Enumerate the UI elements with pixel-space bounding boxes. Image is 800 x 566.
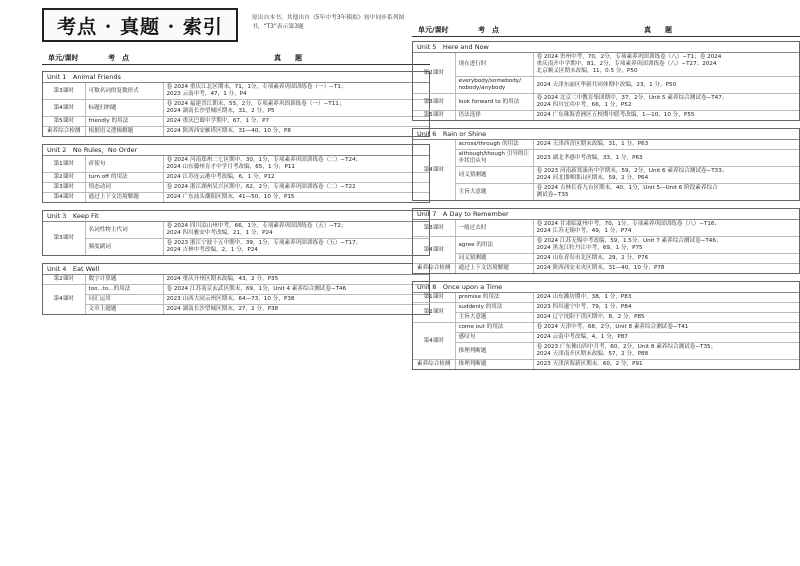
unit-section xyxy=(412,281,800,370)
unit-table xyxy=(413,220,799,273)
question-ref: 卷 2023 浙江宁波十五中期中，39，1分，专项素养巩固训练卷（五）−T17； xyxy=(166,240,362,246)
question-cell xyxy=(163,222,429,239)
column-header xyxy=(42,52,430,64)
question-cell xyxy=(163,193,429,203)
question-ref: 2023 四川遂宁中考，79，1 分，P84 xyxy=(536,304,632,310)
unit-section xyxy=(42,263,430,315)
unit-table xyxy=(43,275,429,314)
question-ref: 2024 广东珠海香洲区五校期中联考改编，1—10，10 分，P55 xyxy=(536,112,695,118)
point-cell: look forward to 的用法 xyxy=(455,94,533,111)
question-ref: 2024 江苏无锡中考，49，1 分，P74 xyxy=(536,228,632,234)
right-page xyxy=(412,24,800,377)
point-cell: 通过上下文语境解题 xyxy=(85,193,163,203)
unit-title: Unit 3 Keep Fit xyxy=(43,211,429,222)
question-ref: 卷 2024 四川凉山州中考，66，1分，专项素养巩固训练卷（五）−T2； xyxy=(166,223,347,229)
lesson-cell: 素养综合检测 xyxy=(413,264,455,274)
question-ref: 2024 重庆巴蜀中学期中，67，1 分，P7 xyxy=(166,118,270,124)
right-unit-list xyxy=(412,41,800,370)
point-cell: friendly 的用法 xyxy=(85,117,163,127)
question-cell xyxy=(533,220,799,237)
point-cell: 频度副词 xyxy=(85,239,163,256)
question-ref: 卷 2023 河南新郑溱洧中学期末，59，2分，Unit 6 素养综合测试卷−T33； xyxy=(536,168,728,174)
table-row xyxy=(413,111,799,121)
question-ref: 2024 天津西青区期末改编，31，1 分，P63 xyxy=(536,141,649,147)
table-row xyxy=(43,173,429,183)
table-row xyxy=(43,275,429,285)
lesson-cell: 第3课时 xyxy=(43,183,85,193)
column-lesson: 单元/课时 xyxy=(48,54,79,62)
point-cell: 推理判断题 xyxy=(455,360,533,370)
unit-title: Unit 4 Eat Well xyxy=(43,264,429,275)
table-row xyxy=(43,285,429,295)
lesson-cell: 第2课时 xyxy=(43,173,85,183)
table-row xyxy=(43,193,429,203)
column-header-right xyxy=(412,24,800,36)
table-row xyxy=(413,360,799,370)
point-cell: across/through 的用法 xyxy=(455,140,533,150)
table-row xyxy=(413,323,799,333)
unit-section xyxy=(412,41,800,121)
question-ref: 2023 云南中考，47，1 分，P4 xyxy=(166,91,247,97)
table-row xyxy=(43,100,429,117)
left-unit-list xyxy=(42,71,430,315)
table-row xyxy=(413,343,799,360)
lesson-cell: 第3课时 xyxy=(413,94,455,111)
table-row xyxy=(413,150,799,167)
question-ref: 2024 天津南开区期末改编，57，2 分，P88 xyxy=(536,351,649,357)
question-ref: 2023 天津滨海新区期末，60，2 分，P91 xyxy=(536,361,643,367)
index-title-box xyxy=(42,8,238,42)
point-cell: 词汇运用 xyxy=(85,295,163,305)
point-cell: 通过上下文语境解题 xyxy=(455,264,533,274)
lesson-cell: 第4课时 xyxy=(413,237,455,264)
unit-title: Unit 7 A Day to Remember xyxy=(413,209,799,220)
question-ref: 卷 2023 广东佛山四中月考，60，2分，Unit 8 素养综合测试卷−T35； xyxy=(536,344,717,350)
question-cell xyxy=(163,117,429,127)
question-cell xyxy=(533,323,799,333)
unit-section xyxy=(42,71,430,137)
question-ref: 2024 云南中考改编，4，1 分，P87 xyxy=(536,334,628,340)
table-row xyxy=(413,140,799,150)
question-cell xyxy=(533,140,799,150)
table-row xyxy=(413,313,799,323)
question-ref: 2024 江苏连云港中考改编，6，1 分，P12 xyxy=(166,174,275,180)
question-ref: 2024 辽宁沈阳于洪区期中，8，2 分，P85 xyxy=(536,314,645,320)
question-ref: 2024 山东滕州育才中学月考改编，65，1 分，P11 xyxy=(166,164,295,170)
point-cell: 一般过去时 xyxy=(455,220,533,237)
question-ref: 卷 2024 浙江湖州吴兴区期中，62，2分，专项素养巩固训练卷（二）−T22 xyxy=(166,184,356,190)
point-cell: 名词性物主代词 xyxy=(85,222,163,239)
point-cell: 感叹句 xyxy=(455,333,533,343)
question-ref: 2024 山东青岛市北区期末，29，2 分，P76 xyxy=(536,255,649,261)
table-row xyxy=(413,237,799,254)
question-cell xyxy=(163,100,429,117)
question-cell xyxy=(533,343,799,360)
point-cell: 祈使句 xyxy=(85,156,163,173)
question-cell xyxy=(163,156,429,173)
source-note: 原出自本书，其他出自《5年中考3年模拟》初中同步系列图书，“T3”表示第3题 xyxy=(252,15,405,30)
lesson-cell: 第2课时 xyxy=(413,303,455,323)
question-ref: 北京顺义区期末改编，11，0.5 分，P50 xyxy=(536,68,638,74)
table-row xyxy=(43,305,429,315)
unit-section xyxy=(412,128,800,201)
question-cell xyxy=(163,295,429,305)
point-cell: 主旨大意题 xyxy=(455,313,533,323)
point-cell: 数字计算题 xyxy=(85,275,163,285)
question-cell xyxy=(533,293,799,303)
table-row xyxy=(43,295,429,305)
table-row xyxy=(413,77,799,94)
column-lesson: 单元/课时 xyxy=(418,26,449,34)
lesson-cell: 第4课时 xyxy=(43,193,85,203)
question-ref: 2024 湖南长沙望城区期末，27，2 分，P38 xyxy=(166,306,279,312)
question-cell xyxy=(163,127,429,137)
index-title: 考点 · 真题 · 索引 xyxy=(57,15,223,38)
question-ref: 卷 2024 江苏南京玄武区期末，69，1分，Unit 4 素养综合测试卷−T46 xyxy=(166,286,347,292)
question-ref: 测试卷−T35 xyxy=(536,192,569,198)
question-cell xyxy=(163,239,429,256)
unit-section xyxy=(412,208,800,274)
question-ref: 卷 2024 福建晋江期末，55，2分，专项素养巩固训练卷（一）−T11； xyxy=(166,101,345,107)
question-ref: 重庆南开中学期中，81，2分，专项素养巩固训练卷（八）−T27；2024 xyxy=(536,61,717,67)
lesson-cell: 第4课时 xyxy=(43,285,85,315)
point-cell: turn off 的用法 xyxy=(85,173,163,183)
question-ref: 卷 2024 江苏无锡中考改编，59，1.5分，Unit 7 素养综合测试卷−T46； xyxy=(536,238,722,244)
lesson-cell: 第5课时 xyxy=(43,117,85,127)
unit-title: Unit 6 Rain or Shine xyxy=(413,129,799,140)
table-row xyxy=(413,303,799,313)
question-ref: 卷 2024 甘肃临夏州中考，70，1分，专项素养巩固训练卷（八）−T16； xyxy=(536,221,721,227)
question-cell xyxy=(533,333,799,343)
question-cell xyxy=(533,77,799,94)
question-cell xyxy=(533,111,799,121)
lesson-cell: 素养综合检测 xyxy=(413,360,455,370)
table-row xyxy=(413,53,799,77)
question-cell xyxy=(533,313,799,323)
table-row xyxy=(43,156,429,173)
question-ref: 卷 2024 吉林长春九台区期末，40，1分，Unit 5—Unit 6 阶段素养综合 xyxy=(536,185,718,191)
column-point: 考 点 xyxy=(108,54,129,62)
question-cell xyxy=(163,183,429,193)
unit-table xyxy=(43,222,429,255)
lesson-cell: 第4课时 xyxy=(43,100,85,117)
question-cell xyxy=(533,184,799,201)
unit-table xyxy=(43,156,429,202)
point-cell: agree 的用法 xyxy=(455,237,533,254)
lesson-cell: 第4课时 xyxy=(413,323,455,360)
question-cell xyxy=(533,237,799,254)
point-cell: although/though 引导的让步状语从句 xyxy=(455,150,533,167)
unit-table xyxy=(413,53,799,120)
unit-section xyxy=(42,144,430,203)
unit-table xyxy=(43,83,429,136)
column-question: 真 题 xyxy=(274,54,302,62)
unit-title: Unit 8 Once upon a Time xyxy=(413,282,799,293)
point-cell: 标题归纳题 xyxy=(85,100,163,117)
point-cell: come out 的用法 xyxy=(455,323,533,333)
question-ref: 卷 2024 贵州中考，70，2分，专项素养巩固训练卷（八）−T1；卷 2024 xyxy=(536,54,722,60)
point-cell: promise 的用法 xyxy=(455,293,533,303)
table-row xyxy=(43,117,429,127)
point-cell: 词义猜测题 xyxy=(455,167,533,184)
unit-section xyxy=(42,210,430,256)
question-cell xyxy=(533,53,799,77)
lesson-cell: 第4课时 xyxy=(413,140,455,200)
table-row xyxy=(43,183,429,193)
question-ref: 2024 天津东丽区华新共同体期中改编，23，1 分，P50 xyxy=(536,81,677,88)
point-cell: 语法选择 xyxy=(455,111,533,121)
table-row xyxy=(413,220,799,237)
question-ref: 2024 吉林中考改编，2，1 分，P24 xyxy=(166,247,258,253)
question-ref: 2024 四川宜宾中考，66，1 分，P52 xyxy=(536,102,632,108)
lesson-cell: 第5课时 xyxy=(413,111,455,121)
lesson-cell: 第1课时 xyxy=(413,293,455,303)
question-cell xyxy=(163,173,429,183)
point-cell: 情态动词 xyxy=(85,183,163,193)
point-cell: 可数名词的复数形式 xyxy=(85,83,163,100)
question-ref: 卷 2024 重庆江北区期末，71，1分，专项素养巩固训练卷（一）−T1； xyxy=(166,84,347,90)
table-row xyxy=(413,264,799,274)
table-row xyxy=(413,333,799,343)
question-cell xyxy=(533,264,799,274)
column-question: 真 题 xyxy=(644,26,672,34)
point-cell: 文章主题题 xyxy=(85,305,163,315)
table-row xyxy=(43,127,429,137)
column-point: 考 点 xyxy=(478,26,499,34)
question-ref: 卷 2024 天津中考，68，2分，Unit 8 素养综合测试卷−T41 xyxy=(536,324,689,330)
lesson-cell: 第2课时 xyxy=(413,53,455,94)
unit-title: Unit 1 Animal Friends xyxy=(43,72,429,83)
question-ref: 2024 重庆开州区期末改编，43，2 分，P35 xyxy=(166,276,279,282)
table-row xyxy=(43,222,429,239)
table-row xyxy=(413,167,799,184)
question-ref: 2024 黑龙江牡丹江中考，69，1 分，P75 xyxy=(536,245,643,251)
lesson-cell: 第1课时 xyxy=(43,156,85,173)
question-ref: 2024 广东汕头潮阳区期末，41—50，10 分，P15 xyxy=(166,194,295,200)
question-cell xyxy=(533,167,799,184)
point-cell: 现在进行时 xyxy=(455,53,533,77)
question-cell xyxy=(163,275,429,285)
question-ref: 2023 湖北孝感中考改编，33，1 分，P63 xyxy=(536,154,643,161)
question-ref: 卷 2024 北京二中教育集团期中，37，2分，Unit 5 素养综合测试卷−T47； xyxy=(536,95,728,101)
lesson-cell: 第3课时 xyxy=(43,83,85,100)
question-ref: 2024 山东潍坊期中，38，1 分，P83 xyxy=(536,294,632,300)
question-cell xyxy=(163,285,429,295)
question-cell xyxy=(533,360,799,370)
point-cell: 词义猜测题 xyxy=(455,254,533,264)
unit-table xyxy=(413,140,799,200)
question-cell xyxy=(533,303,799,313)
table-row xyxy=(413,184,799,201)
question-cell xyxy=(533,150,799,167)
point-cell: suddenly 的用法 xyxy=(455,303,533,313)
table-row xyxy=(413,293,799,303)
question-ref: 卷 2024 河南郑州二七区期中，30，1分，专项素养巩固训练卷（二）−T24； xyxy=(166,157,362,163)
table-row xyxy=(43,239,429,256)
question-cell xyxy=(163,83,429,100)
point-cell: too...to...的用法 xyxy=(85,285,163,295)
lesson-cell: 第3课时 xyxy=(413,220,455,237)
unit-table xyxy=(413,293,799,369)
table-row xyxy=(413,254,799,264)
question-ref: 2024 湖南长沙望城区期末，31，2 分，P5 xyxy=(166,108,275,114)
lesson-cell: 第2课时 xyxy=(43,275,85,285)
point-cell: 主旨大意题 xyxy=(455,184,533,201)
question-ref: 2024 陕西西安雁塔区期末，31—40，10 分，P8 xyxy=(166,128,291,134)
point-cell: everybody/somebody/ nobody/anybody xyxy=(455,77,533,94)
question-ref: 2024 河北邯郸邯山区期末，59，2 分，P64 xyxy=(536,175,649,181)
lesson-cell: 素养综合检测 xyxy=(43,127,85,137)
unit-title: Unit 2 No Rules，No Order xyxy=(43,145,429,156)
lesson-cell: 第3课时 xyxy=(43,222,85,255)
point-cell: 推理判断题 xyxy=(455,343,533,360)
left-page xyxy=(42,52,430,322)
unit-title: Unit 5 Here and Now xyxy=(413,42,799,53)
question-ref: 2024 四川雅安中考改编，21，1 分，P24 xyxy=(166,230,273,236)
point-cell: 根据语义逻辑解题 xyxy=(85,127,163,137)
question-ref: 2024 陕西西安未央区期末，31—40，10 分，P78 xyxy=(536,265,665,271)
table-row xyxy=(413,94,799,111)
question-cell xyxy=(533,94,799,111)
question-cell xyxy=(533,254,799,264)
question-ref: 2023 山西大同云州区期末，64—73，10 分，P38 xyxy=(166,296,295,302)
question-cell xyxy=(163,305,429,315)
table-row xyxy=(43,83,429,100)
